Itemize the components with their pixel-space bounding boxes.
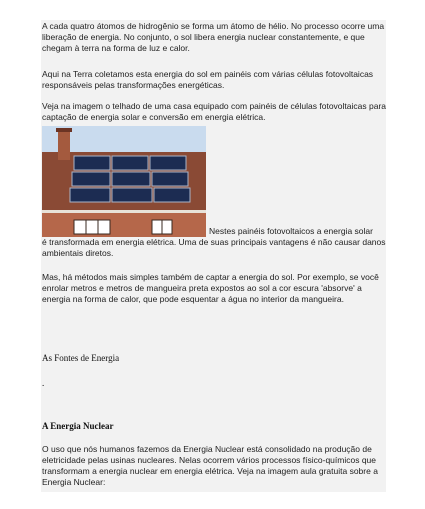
paragraph-panels-inline: Nestes painéis fotovoltaicos a energia solar (209, 226, 373, 236)
house-solar-panels-photo (42, 126, 206, 237)
paragraph-hydrogen: A cada quatro átomos de hidrogênio se forma um átomo de hélio. No processo ocorre uma liberação de energia. No conjunto, o sol libera energia nuclear constantemente, e que chegam à terra na forma de luz e calor. (42, 21, 385, 53)
paragraph-hose: Mas, há métodos mais simples também de captar a energia do sol. Por exemplo, se você enrolar metros e metros de mangueira preta expostos ao sol a cor escura 'absorve' a energia na forma de calor, que pode esquentar a água no interior da mangueira. (42, 272, 379, 304)
paragraph-collection: Aqui na Terra coletamos esta energia do sol em painéis com várias células fotovoltaicas responsáveis pelas transformações energéticas. (42, 69, 374, 90)
paragraph-nuclear: O uso que nós humanos fazemos da Energia Nuclear está consolidado na produção de eletricidade pelas usinas nucleares. Nelas ocorrem vários processos físico-químicos que transformam a energia nuclear em energia elétrica. Veja na imagem aula gratuita sobre a Energia Nuclear: (42, 444, 378, 487)
stray-dot: . (42, 378, 45, 388)
heading-fontes: As Fontes de Energia (42, 353, 120, 363)
paragraph-roof-image: Veja na imagem o telhado de uma casa equipado com painéis de células fotovoltaicas para captação de energia solar e conversão em energia elétrica. (42, 101, 386, 122)
heading-nuclear: A Energia Nuclear (42, 421, 114, 431)
paragraph-panels-rest: é transformada em energia elétrica. Uma de suas principais vantagens é não causar danos ambientais diretos. (42, 237, 386, 258)
